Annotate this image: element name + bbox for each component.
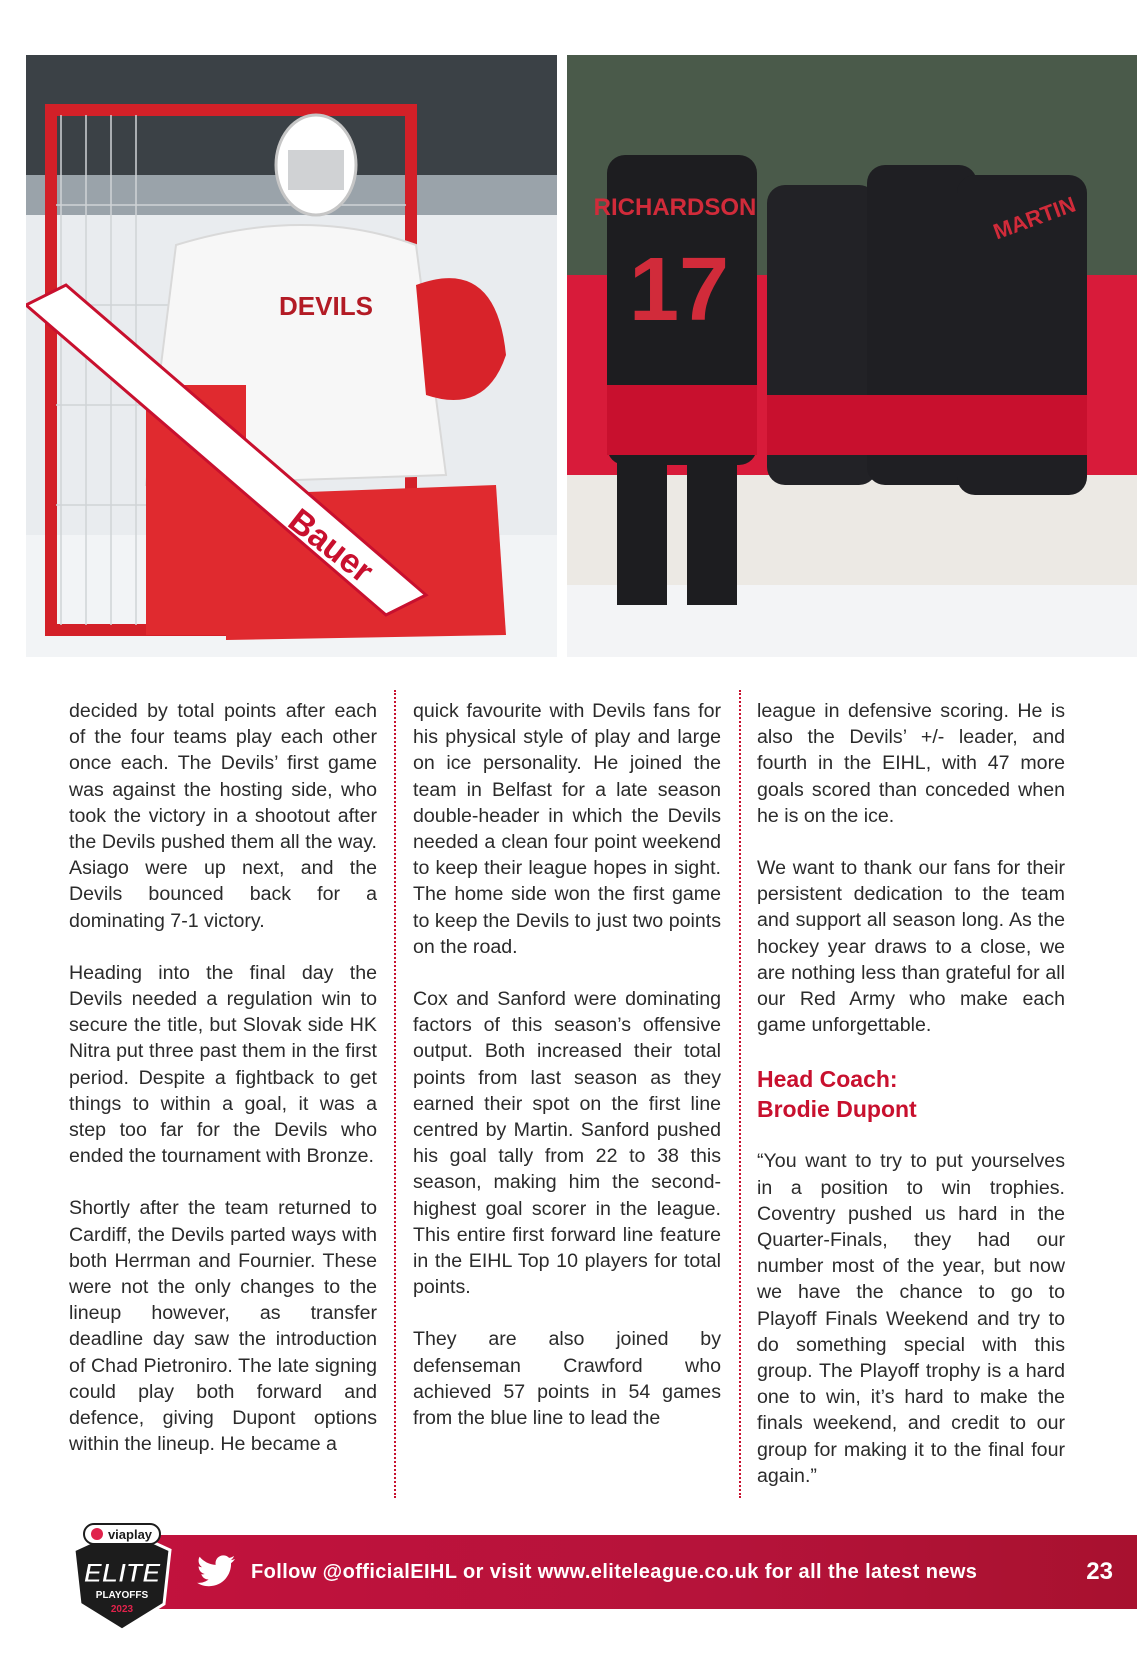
- text-column-1: [69, 698, 377, 1483]
- player-name-text-2: MARTIN: [989, 191, 1079, 245]
- paragraph: quick favourite with Devils fans for his physical style of play and large on ice personality. He joined the team in Belfast for a late season double-header in which the Devils needed a clean four point weekend to keep their league hopes in sight. The home side won the first game to keep the Devils to just two points on the road.: [413, 700, 721, 958]
- column-divider: [394, 690, 396, 1498]
- coach-quote: “You want to try to put yourselves in a position to win trophies. Coventry pushed us hard in the Quarter-Finals, they had our number most of the year, but now we have the chance to go to Playoff Finals Weekend and try to do something special with this group. The Playoff trophy is a hard one to win, it’s hard to make the finals weekend, and credit to our group for making it to the final four again.”: [757, 1150, 1065, 1487]
- text-column-3: [757, 698, 1065, 1515]
- text-column-2: [413, 698, 721, 1457]
- footer-bar: [115, 1535, 1137, 1609]
- paragraph: decided by total points after each of the four teams play each other once each. The Devils’ first game was against the hosting side, who took the victory in a shootout after the Devils pushed them all the way. Asiago were up next, and the Devils bounced back for a dominating 7-1 victory.: [69, 700, 377, 932]
- paragraph: Heading into the final day the Devils needed a regulation win to secure the title, but Slovak side HK Nitra put three past them in the first period. Despite a fightback to get things to within a goal, it was a step too far for the Devils who ended the tournament with Bronze.: [69, 961, 377, 1168]
- paragraph: Shortly after the team returned to Cardiff, the Devils parted ways with both Herrman and Fournier. These were not the only changes to the lineup however, as transfer deadline day saw the introduction of Chad Pietroniro. The late signing could play both forward and defence, giving Dupont options within the lineup. He became a: [69, 1197, 377, 1456]
- paragraph: We want to thank our fans for their persistent dedication to the team and support all season long. As the hockey year draws to a close, we are nothing less than grateful for all our Red Army who make each game unforgettable.: [757, 857, 1065, 1037]
- paragraph: league in defensive scoring. He is also the Devils’ +/- leader, and fourth in the EIHL, with 47 more goals scored than conceded when he is on the ice.: [757, 700, 1065, 827]
- logo-subtitle-text: PLAYOFFS: [95, 1590, 149, 1601]
- stick-brand-text: Bauer: [281, 501, 381, 591]
- paragraph: Cox and Sanford were dominating factors of this season’s offensive output. Both increased their total points from last season as they earned their spot on the first line centred by Martin. Sanford pushed his goal tally from 22 to 38 this season, making him the second-highest goal scorer in the league. This entire first forward line feature in the EIHL Top 10 players for total points.: [413, 988, 721, 1299]
- paragraph: They are also joined by defenseman Crawford who achieved 57 points in 54 games from the blue line to lead the: [413, 1328, 721, 1430]
- logo-year-text: 2023: [110, 1604, 134, 1615]
- player-number-text: 17: [628, 240, 730, 340]
- page-number: 23: [1086, 1558, 1113, 1585]
- logo-title-text: ELITE: [83, 1558, 161, 1588]
- column-divider: [739, 690, 741, 1498]
- footer-follow-text[interactable]: Follow @officialEIHL or visit www.eliteleague.co.uk for all the latest news: [251, 1561, 978, 1583]
- player-name-text: RICHARDSON: [593, 194, 757, 221]
- elite-playoffs-logo: [66, 1520, 178, 1636]
- section-heading: [757, 1064, 1065, 1124]
- goalie-photo: [26, 55, 557, 657]
- section-heading-line-1: Head Coach:: [757, 1066, 898, 1093]
- logo-brand-text: viaplay: [107, 1527, 153, 1542]
- celebration-photo: [567, 55, 1137, 657]
- twitter-icon[interactable]: [197, 1554, 235, 1588]
- section-heading-line-2: Brodie Dupont: [757, 1096, 917, 1123]
- jersey-logo-text: DEVILS: [279, 291, 373, 321]
